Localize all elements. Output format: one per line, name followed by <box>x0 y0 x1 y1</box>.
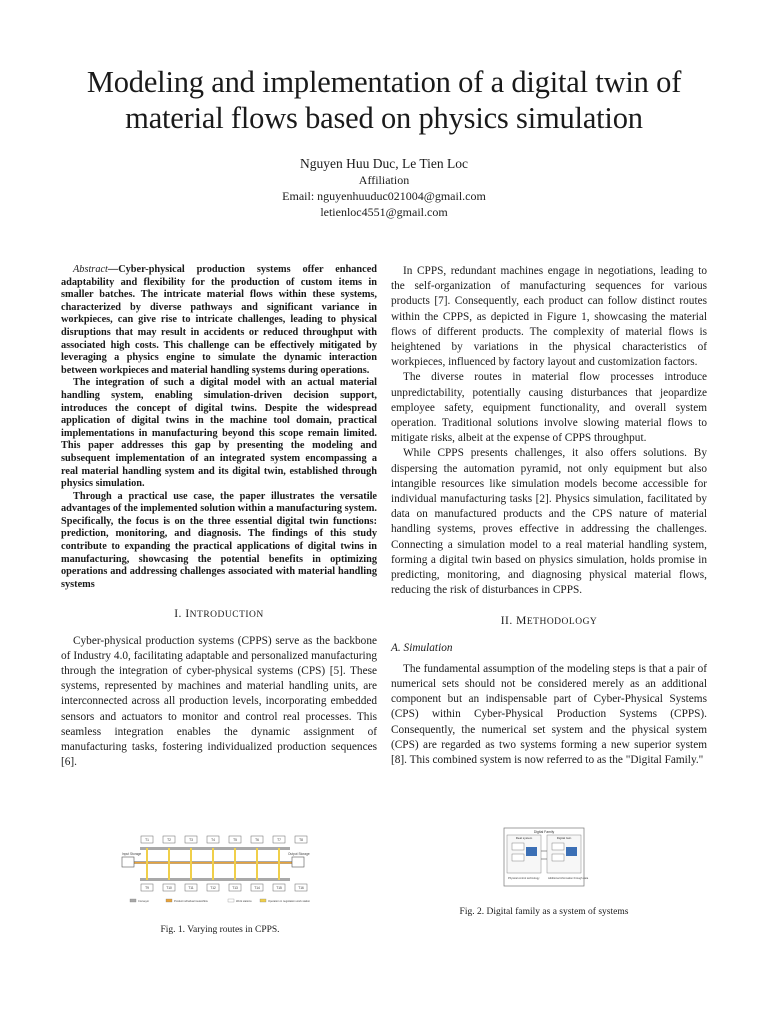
legend-swatch <box>166 899 172 902</box>
abstract-p3: Through a practical use case, the paper illustrates the versatile advantages of the implemented solution within a manufacturing system. Specifically, the focus is on the three essential digital twin functions: prediction, monitoring, and diagnosis. The findings of this study contribute to expanding the practical applications of digital twins in manufacturing, showcasing the potential benefits in optimizing operations and addressing challenges associated with material handling systems <box>61 490 377 590</box>
workstation-top-label: T2 <box>167 838 171 842</box>
component-box-blue <box>526 847 537 856</box>
component-box <box>512 843 524 850</box>
abstract: Abstract—Cyber-physical production systems offer enhanced adaptability and flexibility for the production of custom items in smaller batches. The intricate material flows within these systems, characterized by diverse pathways and significant variance in workpieces, can give rise to intricate challenges, leading to physical disruptions that may result in accidents or reduced throughput with associated high costs. This challenge can be effectively mitigated by leveraging a physics engine to simulate the dynamic interaction between workpieces and material handling systems during operations. The integration of such a digital model with an actual material handling system, enabling simulation-driven decision support, introduces the concept of digital twins. Despite the widespread application of digital twins in the machine tool domain, practical implementations in manufacturing beyond this scope remain limited. This paper addresses this gap by presenting the modeling and subsequent implementation of an integrated system encompassing a real material handling system and its digital twin, established through physics simulation. Through a practical use case, the paper illustrates the versatile advantages of the implemented solution within a manufacturing system. Specifically, the focus is on the three essential digital twin functions: prediction, monitoring, and diagnosis. The findings of this study contribute to expanding the practical applications of digital twins in manufacturing, showcasing the potential benefits in optimizing operations and addressing challenges associated with material handling systems <box>61 264 377 590</box>
digital-twin-label: Digital twin <box>556 836 572 840</box>
conveyor-bottom <box>140 878 290 881</box>
legend-label: Operation in negotiation work station <box>268 899 311 903</box>
route-vertical <box>256 848 258 880</box>
workstation-bottom-label: T14 <box>254 886 260 890</box>
legend-label: Conveyor <box>138 899 150 903</box>
workstation-bottom-label: T13 <box>232 886 238 890</box>
bottom-right-label: Additional information through data <box>548 877 589 880</box>
route-vertical <box>278 848 280 880</box>
figure-1-diagram <box>100 826 340 918</box>
route-vertical <box>212 848 214 880</box>
figure-1-caption: Fig. 1. Varying routes in CPPS. <box>160 925 280 935</box>
workstation-bottom-label: T15 <box>276 886 282 890</box>
email-2: letienloc4551@gmail.com <box>320 205 448 219</box>
conveyor-top <box>140 847 290 850</box>
paper-title: Modeling and implementation of a digital twin of material flows based on physics simulation <box>86 65 682 135</box>
bottom-left-label: Physical control technology <box>508 877 540 880</box>
workstation-bottom-label: T9 <box>145 886 149 890</box>
component-box-blue <box>566 847 577 856</box>
workstation-bottom-label: T16 <box>298 886 304 890</box>
abstract-label: Abstract <box>73 264 108 275</box>
legend-label: Product individual routes/flow <box>174 899 208 903</box>
section-introduction-heading: I. INTRODUCTION <box>174 608 264 621</box>
subsection-simulation-heading: A. Simulation <box>391 641 453 654</box>
email-1: Email: nguyenhuuduc021004@gmail.com <box>282 189 486 203</box>
workstation-top-label: T6 <box>255 838 259 842</box>
right-column <box>391 264 707 768</box>
workstation-top-label: T7 <box>277 838 281 842</box>
workstation-top-label: T1 <box>145 838 149 842</box>
real-system-label: Real system <box>515 836 533 840</box>
abstract-p2: The integration of such a digital model with an actual material handling system, enabling simulation-driven decision support, introduces the concept of digital twins. Despite the widespread application of digital twins in the machine tool domain, practical implementations in manufacturing beyond this scope remain limited. This paper addresses this gap by presenting the modeling and subsequent implementation of an integrated system encompassing a real material handling system and its digital twin, established through physics simulation. <box>61 377 377 490</box>
method-p1: The fundamental assumption of the modeling steps is that a pair of numerical sets should not be considered merely as an additional component but an indispensable part of Cyber-Physical Systems (CPS) within Cyber-Physical Production Systems (CPPS). Consequently, the numerical set system and the physical system (CPS) are regarded as two systems forming a new superior system [8]. This combined system is now referred to as the "Digital Family." <box>391 662 707 767</box>
workstation-top-label: T5 <box>233 838 237 842</box>
component-box <box>552 854 564 861</box>
legend-swatch <box>260 899 266 902</box>
component-box <box>512 854 524 861</box>
workstation-top-label: T3 <box>189 838 193 842</box>
legend-label: Work stations <box>236 899 252 903</box>
right-p2: The diverse routes in material flow processes introduce unpredictability, potentially causing disturbances that jeopardize employee safety, equipment functionality, and overall system operation. Traditional solutions involve slowing material flows to mitigate risks, albeit at the expense of CPPS throughput. <box>391 371 707 445</box>
left-column <box>61 264 377 770</box>
intro-p1: Cyber-physical production systems (CPPS) serve as the backbone of Industry 4.0, facilitating adaptable and personalized manufacturing through the integration of cyber-physical systems (CPS) [5]. These systems, represented by machines and material handling units, are interconnected across all production levels, incorporating embedded sensors and actuators to monitor and control real processes. This seamless integration enables the dynamic assignment of manufacturing tasks, fostering individualized production sequences [6]. <box>61 634 377 769</box>
route-vertical <box>146 848 148 880</box>
workstation-bottom-label: T10 <box>166 886 172 890</box>
section-methodology-heading: II. METHODOLOGY <box>500 615 598 628</box>
route-vertical <box>190 848 192 880</box>
digital-family-title: Digital Family <box>533 830 555 834</box>
component-box <box>552 843 564 850</box>
figure-2-diagram <box>440 826 648 892</box>
affiliation-block <box>0 172 768 220</box>
route-vertical <box>168 848 170 880</box>
legend-swatch <box>130 899 136 902</box>
input-storage-box <box>122 857 134 867</box>
figure-2 <box>440 826 648 917</box>
legend-swatch <box>228 899 234 902</box>
affiliation: Affiliation <box>358 173 410 187</box>
right-p1: In CPPS, redundant machines engage in negotiations, leading to the self-organization of manufacturing sequences for various products [7]. Consequently, each product can follow distinct routes within the CPPS, as depicted in Figure 1, showcasing the material flows of different products. The complexity of material flows is heightened by variations in the physical characteristics of workpieces, influenced by factory layout and customization factors. <box>391 265 707 369</box>
input-storage-label: Input Storage <box>122 852 142 856</box>
workstation-bottom-label: T11 <box>188 886 194 890</box>
output-storage-box <box>292 857 304 867</box>
abstract-p1: Cyber-physical production systems offer enhanced adaptability and flexibility for the production of custom items in smaller batches. The intricate material flows within these systems, characterized by diverse pathways and significant variance in workpieces, can give rise to intricate challenges, leading to physical disruptions that may result in accidents or reduced throughput with associated high costs. This challenge can be effectively mitigated by leveraging a physics engine to simulate the dynamic interaction between workpieces and material handling systems during operations. <box>61 264 377 376</box>
right-p3: While CPPS presents challenges, it also offers solutions. By dispersing the automation pyramid, not only equipment but also intangible resources like simulation models become accessible for individual manufacturing tasks [2]. Physics simulation, facilitated by data on manufactured products and the CPS nature of material handling systems, proves effective in addressing the challenges. Connecting a simulation model to a real material handling system, forming a digital twin based on physics simulation, holds promise in predicting, monitoring, and diagnosing physical material flows, reducing the risk of disturbances in CPPS. <box>391 447 707 597</box>
workstation-bottom-label: T12 <box>210 886 216 890</box>
figure-2-caption: Fig. 2. Digital family as a system of systems <box>459 907 629 917</box>
route-vertical <box>234 848 236 880</box>
figure-1 <box>100 826 340 935</box>
output-storage-label: Output Storage <box>288 852 310 856</box>
workstation-top-label: T8 <box>299 838 303 842</box>
authors: Nguyen Huu Duc, Le Tien Loc <box>300 156 468 171</box>
workstation-top-label: T4 <box>211 838 215 842</box>
